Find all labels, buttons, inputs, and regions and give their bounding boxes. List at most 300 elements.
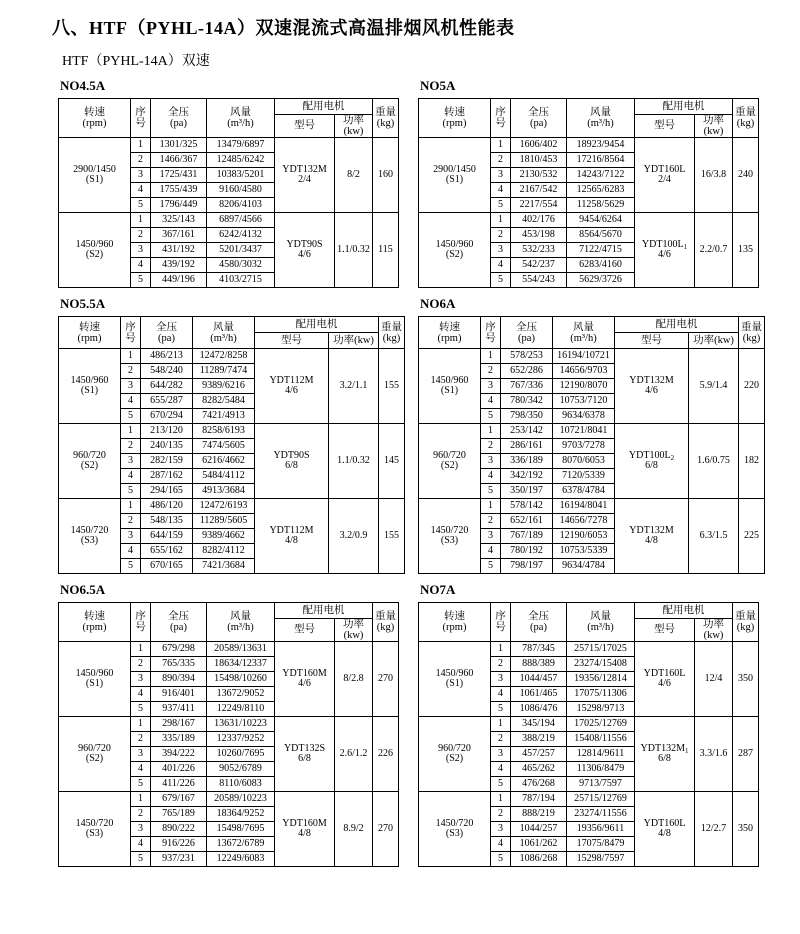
cell-motor-model: YDT90S 6/8 — [255, 424, 329, 499]
cell-index: 3 — [491, 243, 511, 258]
cell-pressure: 767/189 — [501, 529, 553, 544]
cell-speed: 2900/1450 (S1) — [419, 138, 491, 213]
cell-index: 2 — [121, 439, 141, 454]
cell-flow: 18634/12337 — [207, 657, 275, 672]
cell-flow: 8206/4103 — [207, 198, 275, 213]
cell-motor-model: YDT160M 4/8 — [275, 792, 335, 867]
cell-flow: 13479/6897 — [207, 138, 275, 153]
cell-motor-power: 5.9/1.4 — [689, 349, 739, 424]
cell-index: 2 — [491, 153, 511, 168]
table-column — [418, 288, 778, 574]
header-index: 序 号 — [481, 317, 501, 349]
header-weight: 重量 (kg) — [739, 317, 765, 349]
table-column — [58, 574, 408, 867]
cell-speed: 1450/960 (S1) — [419, 349, 481, 424]
cell-pressure: 453/198 — [511, 228, 567, 243]
cell-flow: 8258/6193 — [193, 424, 255, 439]
cell-pressure: 765/335 — [151, 657, 207, 672]
cell-pressure: 780/342 — [501, 394, 553, 409]
cell-index: 1 — [481, 499, 501, 514]
cell-index: 4 — [491, 837, 511, 852]
cell-index: 4 — [131, 183, 151, 198]
table-wrapper — [418, 602, 778, 867]
cell-flow: 23274/15408 — [567, 657, 635, 672]
cell-flow: 9634/4784 — [553, 559, 615, 574]
cell-index: 2 — [131, 153, 151, 168]
cell-pressure: 916/226 — [151, 837, 207, 852]
header-pressure: 全压 (pa) — [501, 317, 553, 349]
cell-pressure: 342/192 — [501, 469, 553, 484]
header-motor-power: 功率 (kw) — [695, 619, 733, 642]
cell-index: 4 — [131, 258, 151, 273]
cell-motor-model: $YDT132M_1$ 6/8 — [635, 717, 695, 792]
cell-index: 5 — [121, 409, 141, 424]
cell-speed: 1450/720 (S3) — [419, 792, 491, 867]
cell-index: 5 — [491, 702, 511, 717]
table-header-row — [419, 603, 759, 619]
header-motor-power: 功率(kw) — [329, 333, 379, 349]
cell-speed: 1450/720 (S3) — [59, 792, 131, 867]
cell-index: 3 — [481, 454, 501, 469]
cell-index: 5 — [131, 777, 151, 792]
cell-flow: 13672/6789 — [207, 837, 275, 852]
header-index: 序 号 — [131, 603, 151, 642]
cell-index: 1 — [131, 717, 151, 732]
header-weight: 重量 (kg) — [379, 317, 405, 349]
cell-flow: 12472/8258 — [193, 349, 255, 364]
cell-flow: 19356/12814 — [567, 672, 635, 687]
cell-flow: 18923/9454 — [567, 138, 635, 153]
cell-flow: 9703/7278 — [553, 439, 615, 454]
cell-flow: 14656/7278 — [553, 514, 615, 529]
cell-speed: 960/720 (S2) — [419, 717, 491, 792]
cell-index: 3 — [121, 454, 141, 469]
cell-motor-model: YDT90S 4/6 — [275, 213, 335, 288]
cell-motor-model: YDT112M 4/6 — [255, 349, 329, 424]
fan-performance-table — [58, 98, 399, 288]
cell-motor-power: 3.2/1.1 — [329, 349, 379, 424]
cell-pressure: 937/231 — [151, 852, 207, 867]
cell-motor-model: $YDT100L_2$ 6/8 — [615, 424, 689, 499]
cell-pressure: 1061/262 — [511, 837, 567, 852]
header-flow: 风量 (m³/h) — [567, 603, 635, 642]
cell-flow: 8282/4112 — [193, 544, 255, 559]
cell-flow: 8564/5670 — [567, 228, 635, 243]
cell-flow: 7421/3684 — [193, 559, 255, 574]
cell-flow: 6897/4566 — [207, 213, 275, 228]
cell-index: 4 — [491, 258, 511, 273]
cell-flow: 15498/10260 — [207, 672, 275, 687]
cell-pressure: 394/222 — [151, 747, 207, 762]
header-motor-model: 型号 — [255, 333, 329, 349]
cell-index: 5 — [131, 273, 151, 288]
cell-motor-model: YDT160L 4/8 — [635, 792, 695, 867]
cell-pressure: 1061/465 — [511, 687, 567, 702]
cell-weight: 182 — [739, 424, 765, 499]
header-motor-model: 型号 — [275, 115, 335, 138]
cell-flow: 15498/7695 — [207, 822, 275, 837]
cell-flow: 11289/5605 — [193, 514, 255, 529]
cell-flow: 13631/10223 — [207, 717, 275, 732]
cell-pressure: 335/189 — [151, 732, 207, 747]
cell-pressure: 888/389 — [511, 657, 567, 672]
cell-motor-power: 2.6/1.2 — [335, 717, 373, 792]
header-weight: 重量 (kg) — [733, 603, 759, 642]
fan-performance-table — [418, 98, 759, 288]
cell-pressure: 486/120 — [141, 499, 193, 514]
cell-flow: 12249/6083 — [207, 852, 275, 867]
cell-index: 3 — [491, 747, 511, 762]
cell-motor-power: 8.9/2 — [335, 792, 373, 867]
cell-index: 1 — [491, 138, 511, 153]
tables-container — [0, 70, 800, 867]
cell-flow: 12565/6283 — [567, 183, 635, 198]
cell-pressure: 465/262 — [511, 762, 567, 777]
table-row — [419, 424, 765, 439]
cell-pressure: 294/165 — [141, 484, 193, 499]
cell-flow: 17216/8564 — [567, 153, 635, 168]
cell-pressure: 679/298 — [151, 642, 207, 657]
cell-flow: 18364/9252 — [207, 807, 275, 822]
cell-index: 1 — [481, 424, 501, 439]
cell-motor-model: YDT132M 2/4 — [275, 138, 335, 213]
cell-flow: 9389/4662 — [193, 529, 255, 544]
cell-flow: 7122/4715 — [567, 243, 635, 258]
table-header-row — [59, 99, 399, 115]
cell-pressure: 532/233 — [511, 243, 567, 258]
cell-flow: 11258/5629 — [567, 198, 635, 213]
table-row-pair — [58, 574, 800, 867]
header-pressure: 全压 (pa) — [141, 317, 193, 349]
cell-pressure: 1796/449 — [151, 198, 207, 213]
cell-index: 1 — [131, 642, 151, 657]
cell-pressure: 670/165 — [141, 559, 193, 574]
cell-flow: 12485/6242 — [207, 153, 275, 168]
cell-pressure: 286/161 — [501, 439, 553, 454]
cell-motor-model: YDT160L 4/6 — [635, 642, 695, 717]
cell-index: 2 — [121, 514, 141, 529]
cell-index: 1 — [121, 349, 141, 364]
cell-pressure: 1086/268 — [511, 852, 567, 867]
cell-speed: 1450/960 (S1) — [419, 642, 491, 717]
cell-pressure: 1301/325 — [151, 138, 207, 153]
cell-pressure: 765/189 — [151, 807, 207, 822]
cell-pressure: 652/161 — [501, 514, 553, 529]
cell-pressure: 486/213 — [141, 349, 193, 364]
header-motor: 配用电机 — [635, 603, 733, 619]
cell-pressure: 890/222 — [151, 822, 207, 837]
cell-flow: 6378/4784 — [553, 484, 615, 499]
fan-performance-table — [418, 602, 759, 867]
cell-pressure: 890/394 — [151, 672, 207, 687]
header-index: 序 号 — [131, 99, 151, 138]
cell-pressure: 325/143 — [151, 213, 207, 228]
header-speed: 转速 (rpm) — [59, 317, 121, 349]
model-label: NO7A — [420, 582, 456, 598]
table-header-row — [59, 317, 405, 333]
cell-pressure: 401/226 — [151, 762, 207, 777]
cell-flow: 16194/10721 — [553, 349, 615, 364]
cell-weight: 270 — [373, 792, 399, 867]
cell-flow: 7421/4913 — [193, 409, 255, 424]
cell-speed: 1450/960 (S1) — [59, 642, 131, 717]
header-motor-model: 型号 — [275, 619, 335, 642]
cell-pressure: 411/226 — [151, 777, 207, 792]
header-pressure: 全压 (pa) — [511, 603, 567, 642]
cell-pressure: 652/286 — [501, 364, 553, 379]
model-label: NO5A — [420, 78, 456, 93]
cell-flow: 23274/11556 — [567, 807, 635, 822]
cell-index: 1 — [481, 349, 501, 364]
cell-index: 1 — [131, 213, 151, 228]
page-title: 八、HTF（PYHL-14A）双速混流式高温排烟风机性能表 — [52, 18, 515, 38]
cell-index: 4 — [481, 544, 501, 559]
cell-motor-power: 1.1/0.32 — [329, 424, 379, 499]
cell-speed: 1450/960 (S2) — [59, 213, 131, 288]
cell-pressure: 388/219 — [511, 732, 567, 747]
cell-index: 4 — [131, 687, 151, 702]
cell-motor-power: 1.6/0.75 — [689, 424, 739, 499]
cell-pressure: 213/120 — [141, 424, 193, 439]
header-motor-model: 型号 — [635, 619, 695, 642]
cell-weight: 287 — [733, 717, 759, 792]
cell-flow: 9454/6264 — [567, 213, 635, 228]
cell-weight: 155 — [379, 499, 405, 574]
cell-pressure: 798/350 — [501, 409, 553, 424]
cell-flow: 14243/7122 — [567, 168, 635, 183]
cell-index: 3 — [131, 168, 151, 183]
cell-flow: 12814/9611 — [567, 747, 635, 762]
cell-index: 4 — [121, 544, 141, 559]
cell-flow: 12190/8070 — [553, 379, 615, 394]
cell-index: 3 — [491, 822, 511, 837]
cell-index: 5 — [491, 777, 511, 792]
cell-pressure: 655/287 — [141, 394, 193, 409]
cell-index: 4 — [491, 762, 511, 777]
cell-flow: 19356/9611 — [567, 822, 635, 837]
cell-index: 3 — [131, 672, 151, 687]
cell-motor-power: 12/2.7 — [695, 792, 733, 867]
cell-pressure: 2130/532 — [511, 168, 567, 183]
cell-index: 4 — [481, 394, 501, 409]
cell-flow: 6216/4662 — [193, 454, 255, 469]
cell-pressure: 439/192 — [151, 258, 207, 273]
cell-speed: 1450/720 (S3) — [419, 499, 481, 574]
cell-flow: 12472/6193 — [193, 499, 255, 514]
header-flow: 风量 (m³/h) — [553, 317, 615, 349]
cell-pressure: 670/294 — [141, 409, 193, 424]
cell-pressure: 1725/431 — [151, 168, 207, 183]
cell-flow: 10753/7120 — [553, 394, 615, 409]
header-weight: 重量 (kg) — [373, 99, 399, 138]
cell-motor-power: 1.1/0.32 — [335, 213, 373, 288]
fan-performance-table — [418, 316, 765, 574]
cell-flow: 10383/5201 — [207, 168, 275, 183]
model-label: NO6A — [420, 296, 456, 312]
cell-pressure: 1810/453 — [511, 153, 567, 168]
cell-weight: 115 — [373, 213, 399, 288]
cell-flow: 17025/12769 — [567, 717, 635, 732]
table-wrapper — [58, 602, 408, 867]
cell-index: 5 — [131, 198, 151, 213]
cell-flow: 4103/2715 — [207, 273, 275, 288]
cell-index: 3 — [481, 379, 501, 394]
cell-pressure: 1606/402 — [511, 138, 567, 153]
cell-flow: 11289/7474 — [193, 364, 255, 379]
cell-motor-power: 8/2.8 — [335, 642, 373, 717]
cell-flow: 10721/8041 — [553, 424, 615, 439]
document-page — [0, 14, 800, 934]
cell-weight: 160 — [373, 138, 399, 213]
cell-motor-model: YDT160L 2/4 — [635, 138, 695, 213]
table-row — [59, 424, 405, 439]
cell-motor-power: 6.3/1.5 — [689, 499, 739, 574]
cell-index: 1 — [491, 213, 511, 228]
cell-weight: 240 — [733, 138, 759, 213]
cell-pressure: 1755/439 — [151, 183, 207, 198]
cell-index: 5 — [121, 484, 141, 499]
table-row — [59, 213, 399, 228]
header-index: 序 号 — [121, 317, 141, 349]
cell-pressure: 644/282 — [141, 379, 193, 394]
table-row — [59, 138, 399, 153]
cell-pressure: 345/194 — [511, 717, 567, 732]
cell-index: 5 — [491, 198, 511, 213]
cell-pressure: 916/401 — [151, 687, 207, 702]
cell-index: 2 — [121, 364, 141, 379]
cell-index: 5 — [481, 409, 501, 424]
cell-motor-model: YDT112M 4/8 — [255, 499, 329, 574]
header-motor: 配用电机 — [275, 99, 373, 115]
cell-flow: 7120/5339 — [553, 469, 615, 484]
cell-flow: 15298/9713 — [567, 702, 635, 717]
cell-pressure: 367/161 — [151, 228, 207, 243]
cell-weight: 226 — [373, 717, 399, 792]
cell-motor-power: 2.2/0.7 — [695, 213, 733, 288]
cell-flow: 20589/13631 — [207, 642, 275, 657]
table-row — [59, 642, 399, 657]
cell-pressure: 282/159 — [141, 454, 193, 469]
header-index: 序 号 — [491, 99, 511, 138]
cell-motor-power: 3.3/1.6 — [695, 717, 733, 792]
cell-index: 4 — [131, 762, 151, 777]
cell-pressure: 780/192 — [501, 544, 553, 559]
table-row-pair — [58, 70, 800, 288]
header-weight: 重量 (kg) — [373, 603, 399, 642]
cell-flow: 11306/8479 — [567, 762, 635, 777]
cell-index: 2 — [481, 364, 501, 379]
cell-index: 4 — [131, 837, 151, 852]
header-flow: 风量 (m³/h) — [207, 603, 275, 642]
cell-index: 5 — [491, 852, 511, 867]
cell-flow: 9389/6216 — [193, 379, 255, 394]
table-header-row — [59, 603, 399, 619]
header-motor-model: 型号 — [615, 333, 689, 349]
cell-pressure: 2167/542 — [511, 183, 567, 198]
cell-flow: 25715/17025 — [567, 642, 635, 657]
cell-speed: 1450/960 (S2) — [419, 213, 491, 288]
cell-index: 1 — [121, 499, 141, 514]
cell-pressure: 1086/476 — [511, 702, 567, 717]
cell-speed: 960/720 (S2) — [59, 424, 121, 499]
cell-pressure: 554/243 — [511, 273, 567, 288]
fan-performance-table — [58, 316, 405, 574]
header-motor-power: 功率 (kw) — [335, 619, 373, 642]
cell-motor-power: 8/2 — [335, 138, 373, 213]
cell-index: 4 — [491, 183, 511, 198]
cell-index: 3 — [481, 529, 501, 544]
cell-weight: 225 — [739, 499, 765, 574]
cell-pressure: 1044/457 — [511, 672, 567, 687]
cell-pressure: 457/257 — [511, 747, 567, 762]
cell-index: 2 — [131, 732, 151, 747]
cell-speed: 2900/1450 (S1) — [59, 138, 131, 213]
cell-flow: 9634/6378 — [553, 409, 615, 424]
cell-pressure: 578/253 — [501, 349, 553, 364]
cell-flow: 10753/5339 — [553, 544, 615, 559]
cell-weight: 155 — [379, 349, 405, 424]
cell-index: 2 — [491, 807, 511, 822]
cell-pressure: 287/162 — [141, 469, 193, 484]
header-motor-power: 功率 (kw) — [695, 115, 733, 138]
table-row — [419, 717, 759, 732]
header-motor: 配用电机 — [635, 99, 733, 115]
cell-motor-power: 16/3.8 — [695, 138, 733, 213]
header-speed: 转速 (rpm) — [419, 317, 481, 349]
cell-pressure: 679/167 — [151, 792, 207, 807]
table-wrapper — [418, 98, 778, 288]
cell-index: 1 — [131, 792, 151, 807]
cell-index: 4 — [121, 469, 141, 484]
cell-flow: 12249/8110 — [207, 702, 275, 717]
table-row-pair — [58, 288, 800, 574]
cell-pressure: 336/189 — [501, 454, 553, 469]
cell-flow: 9052/6789 — [207, 762, 275, 777]
header-motor-power: 功率 (kw) — [335, 115, 373, 138]
cell-pressure: 1466/367 — [151, 153, 207, 168]
cell-pressure: 655/162 — [141, 544, 193, 559]
cell-pressure: 2217/554 — [511, 198, 567, 213]
cell-weight: 145 — [379, 424, 405, 499]
table-header-row — [419, 99, 759, 115]
cell-pressure: 937/411 — [151, 702, 207, 717]
cell-flow: 16194/8041 — [553, 499, 615, 514]
cell-pressure: 1044/257 — [511, 822, 567, 837]
cell-pressure: 787/345 — [511, 642, 567, 657]
cell-flow: 20589/10223 — [207, 792, 275, 807]
cell-pressure: 888/219 — [511, 807, 567, 822]
cell-pressure: 542/237 — [511, 258, 567, 273]
cell-index: 5 — [491, 273, 511, 288]
cell-flow: 17075/8479 — [567, 837, 635, 852]
cell-index: 5 — [131, 852, 151, 867]
table-row — [419, 792, 759, 807]
cell-weight: 350 — [733, 792, 759, 867]
header-pressure: 全压 (pa) — [151, 603, 207, 642]
cell-index: 3 — [131, 747, 151, 762]
cell-motor-model: YDT160M 4/6 — [275, 642, 335, 717]
cell-weight: 220 — [739, 349, 765, 424]
model-label: NO5.5A — [60, 296, 106, 312]
header-speed: 转速 (rpm) — [419, 99, 491, 138]
header-weight: 重量 (kg) — [733, 99, 759, 138]
cell-flow: 5484/4112 — [193, 469, 255, 484]
cell-motor-model: $YDT100L_1$ 4/6 — [635, 213, 695, 288]
cell-index: 3 — [491, 672, 511, 687]
table-wrapper — [418, 316, 778, 574]
cell-pressure: 787/194 — [511, 792, 567, 807]
cell-index: 2 — [481, 514, 501, 529]
